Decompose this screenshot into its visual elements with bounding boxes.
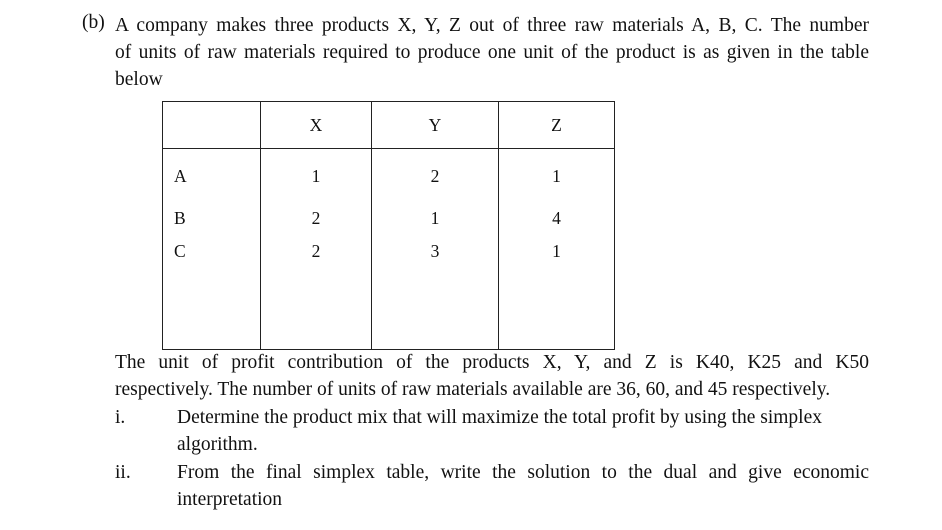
question-label: (b): [82, 12, 105, 33]
table-cell: 1: [372, 195, 499, 241]
intro-line-2: of units of raw materials required to produce one unit of the product is as given in the table: [115, 42, 869, 63]
table-cell: 3: [372, 241, 499, 283]
part-i-line-1: Determine the product mix that will maximize the total profit by using the simplex: [177, 407, 822, 428]
table-row: [163, 149, 615, 196]
table-header-row: [163, 102, 615, 149]
row-label: B: [163, 195, 261, 241]
body-line-1: The unit of profit contribution of the products X, Y, and Z is K40, K25 and K50: [115, 352, 869, 373]
table-cell: 2: [261, 241, 372, 283]
part-ii-line-2: interpretation: [177, 489, 283, 510]
row-label: C: [163, 241, 261, 283]
intro-line-1: A company makes three products X, Y, Z out of three raw materials A, B, C. The number: [115, 15, 869, 36]
part-ii-line-1: From the final simplex table, write the solution to the dual and give economic: [177, 462, 869, 483]
table-cell: 1: [261, 149, 372, 196]
table-cell: 2: [261, 195, 372, 241]
part-number: i.: [115, 407, 126, 428]
table-row: [163, 241, 615, 283]
part-number: ii.: [115, 462, 131, 483]
table-header-cell: Y: [372, 102, 499, 149]
table-header-cell: [163, 102, 261, 149]
table-row: [163, 195, 615, 241]
row-label: A: [163, 149, 261, 196]
intro-line-3: below: [115, 69, 163, 90]
table-cell: 4: [499, 195, 615, 241]
body-line-2: respectively. The number of units of raw materials available are 36, 60, and 45 respectively.: [115, 379, 831, 400]
table-cell: 1: [499, 241, 615, 283]
raw-material-table: [162, 101, 615, 350]
table-header-cell: X: [261, 102, 372, 149]
part-i-line-2: algorithm.: [177, 434, 258, 455]
table-header-cell: Z: [499, 102, 615, 149]
table-cell: 2: [372, 149, 499, 196]
table-spacer-row: [163, 283, 615, 349]
table-cell: 1: [499, 149, 615, 196]
